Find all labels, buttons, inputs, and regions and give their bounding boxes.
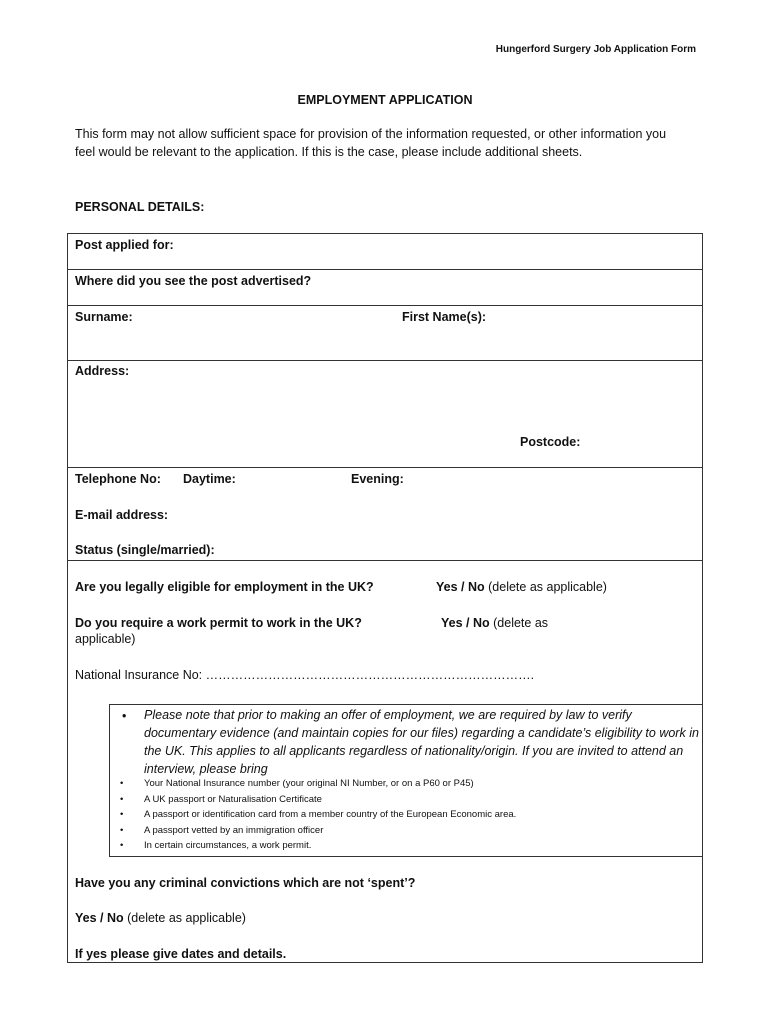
divider (68, 467, 702, 468)
bullet: • (122, 709, 127, 723)
ni-label: National Insurance No: ……………………………………………………………………. (75, 668, 535, 682)
telephone-label: Telephone No: (75, 472, 161, 486)
eligible-answer (436, 579, 607, 597)
eligible-question: Are you legally eligible for employment in the UK? (75, 580, 374, 594)
criminal-answer (75, 910, 246, 928)
eligible-note: (delete as applicable) (488, 580, 607, 594)
surname-label: Surname: (75, 310, 133, 324)
permit-note-continued: applicable) (75, 632, 136, 646)
evening-label: Evening: (351, 472, 404, 486)
document-title: EMPLOYMENT APPLICATION (297, 93, 473, 107)
note-item: In certain circumstances, a work permit. (144, 840, 312, 851)
email-label: E-mail address: (75, 508, 169, 522)
first-names-label: First Name(s): (402, 310, 487, 324)
note-item: A UK passport or Naturalisation Certificate (144, 794, 322, 805)
bullet: • (120, 825, 124, 836)
eligible-yes-no: Yes / No (436, 580, 485, 594)
status-label: Status (single/married): (75, 543, 215, 557)
bullet: • (120, 809, 124, 820)
permit-yes-no: Yes / No (441, 616, 490, 630)
documentation-note: Please note that prior to making an offer of employment, we are required by law to verify documentary evidence (and maintain copies for our files) regarding a candidate’s eligibility to work in the UK. This applies to all applicants regardless of nationality/origin. If you are invited to attend an interview, please bring (144, 708, 699, 777)
divider (68, 560, 702, 561)
note-item: A passport or identification card from a member country of the European Economic area. (144, 809, 517, 820)
criminal-note: (delete as applicable) (127, 911, 246, 925)
bullet: • (120, 794, 124, 805)
permit-note: (delete as (493, 616, 549, 630)
bullet: • (120, 840, 124, 851)
post-applied-label: Post applied for: (75, 238, 174, 252)
postcode-label: Postcode: (520, 435, 581, 449)
bullet: • (120, 778, 124, 789)
personal-details-form (67, 233, 703, 963)
header-title: Hungerford Surgery Job Application Form (495, 44, 696, 55)
section-title: PERSONAL DETAILS: (75, 200, 205, 214)
divider (68, 269, 702, 270)
criminal-question: Have you any criminal convictions which are not ‘spent’? (75, 876, 416, 890)
daytime-label: Daytime: (183, 472, 236, 486)
address-label: Address: (75, 364, 130, 378)
if-yes-label: If yes please give dates and details. (75, 947, 287, 961)
divider (68, 305, 702, 306)
permit-question: Do you require a work permit to work in the UK? (75, 616, 362, 630)
divider (68, 360, 702, 361)
intro-text: This form may not allow sufficient space for provision of the information requested, or other information you feel would be relevant to the application. If this is the case, please include additional sheets. (75, 127, 667, 159)
note-item: A passport vetted by an immigration officer (144, 825, 324, 836)
note-item: Your National Insurance number (your original NI Number, or on a P60 or P45) (144, 778, 474, 789)
where-advertised-label: Where did you see the post advertised? (75, 274, 312, 288)
criminal-yes-no: Yes / No (75, 911, 124, 925)
permit-answer (441, 615, 548, 633)
